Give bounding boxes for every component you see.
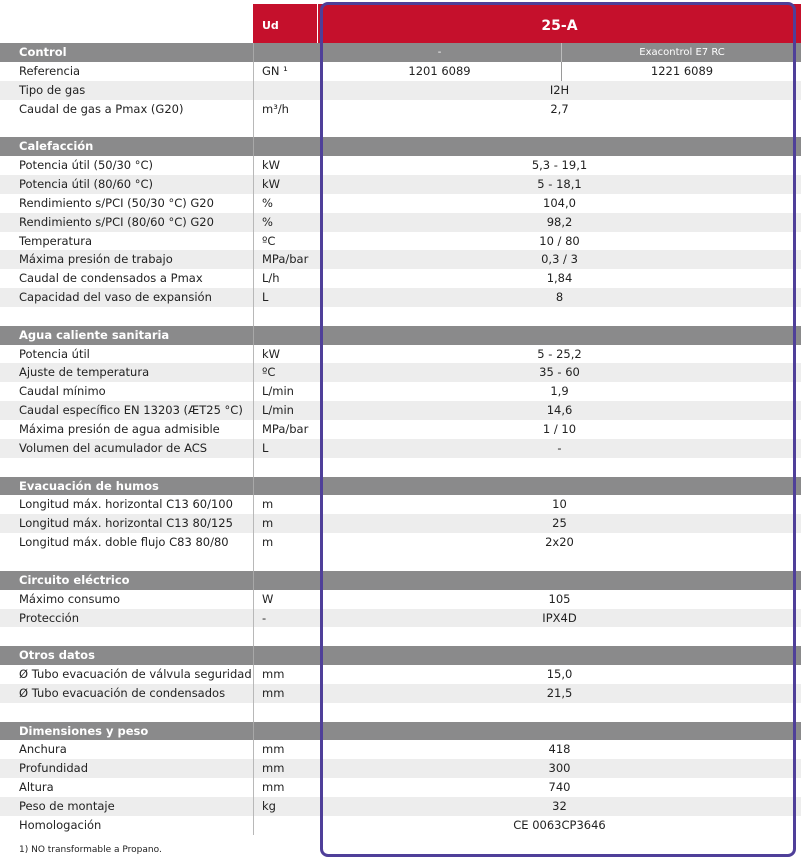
unit-divider xyxy=(253,345,254,364)
table-row xyxy=(0,609,801,628)
row-value: 418 xyxy=(548,742,571,757)
unit-divider xyxy=(253,533,254,552)
unit-divider xyxy=(253,232,254,251)
unit-divider xyxy=(253,552,254,571)
unit-divider xyxy=(253,213,254,232)
table-row xyxy=(0,495,801,514)
section-header xyxy=(0,326,801,345)
row-label: Anchura xyxy=(19,742,67,757)
row-value: 10 / 80 xyxy=(539,233,580,248)
unit-divider xyxy=(253,81,254,100)
section-header xyxy=(0,477,801,496)
unit-divider xyxy=(253,571,254,590)
row-label: Ø Tubo evacuación de condensados xyxy=(19,685,226,700)
row-value: 5 - 18,1 xyxy=(537,176,582,191)
row-value-2: Exacontrol E7 RC xyxy=(639,47,725,58)
spacer-row xyxy=(0,307,801,326)
row-label: Máxima presión de agua admisible xyxy=(19,422,220,436)
unit-divider xyxy=(253,175,254,194)
row-value: 300 xyxy=(548,761,571,776)
row-value: 1,9 xyxy=(550,384,569,399)
unit-divider xyxy=(253,137,254,156)
row-label: Temperatura xyxy=(19,233,93,248)
row-unit: m xyxy=(262,535,274,550)
row-label: Rendimiento s/PCI (50/30 °C) G20 xyxy=(19,195,214,210)
row-value: I2H xyxy=(549,82,570,97)
table-row xyxy=(0,816,801,835)
row-label: Tipo de gas xyxy=(19,82,86,97)
row-label: Peso de montaje xyxy=(19,799,115,813)
spacer-row xyxy=(0,118,801,137)
row-unit: mm xyxy=(262,667,285,682)
row-unit: L/min xyxy=(262,403,294,418)
section-header xyxy=(0,646,801,665)
row-label: Caudal mínimo xyxy=(19,384,106,399)
unit-divider xyxy=(253,665,254,684)
row-value: 21,5 xyxy=(546,685,573,700)
row-label: Agua caliente sanitaria xyxy=(19,327,170,342)
row-value: 740 xyxy=(548,780,571,795)
row-value: 1,84 xyxy=(546,271,573,286)
unit-divider xyxy=(253,797,254,816)
unit-divider xyxy=(253,703,254,722)
table-row xyxy=(0,213,801,232)
table-row xyxy=(0,269,801,288)
table-row xyxy=(0,81,801,100)
row-label: Rendimiento s/PCI (80/60 °C) G20 xyxy=(19,214,214,229)
table-row xyxy=(0,740,801,759)
footnote: 1) NO transformable a Propano. xyxy=(19,845,162,855)
row-value-1: - xyxy=(437,47,442,58)
section-header xyxy=(0,43,801,62)
row-unit: L xyxy=(262,290,269,305)
row-label: Dimensiones y peso xyxy=(19,723,149,738)
table-row xyxy=(0,62,801,81)
unit-divider xyxy=(253,307,254,326)
table-row xyxy=(0,665,801,684)
row-label: Altura xyxy=(19,780,54,795)
row-value: CE 0063CP3646 xyxy=(513,817,606,832)
spacer-row xyxy=(0,552,801,571)
unit-divider xyxy=(253,590,254,609)
unit-divider xyxy=(253,627,254,646)
row-label: Longitud máx. doble flujo C83 80/80 xyxy=(19,535,229,550)
unit-divider xyxy=(253,458,254,477)
unit-divider xyxy=(253,382,254,401)
table-row xyxy=(0,514,801,533)
unit-divider xyxy=(253,326,254,345)
unit-divider xyxy=(253,269,254,288)
unit-divider xyxy=(253,477,254,496)
table-row xyxy=(0,533,801,552)
row-value: 8 xyxy=(555,290,564,305)
row-value: 0,3 / 3 xyxy=(541,252,578,267)
row-label: Caudal específico EN 13203 (ÆT25 °C) xyxy=(19,403,243,418)
unit-divider xyxy=(253,100,254,119)
row-unit: L xyxy=(262,440,269,455)
row-value-2: 1221 6089 xyxy=(650,63,714,78)
table-row xyxy=(0,439,801,458)
row-value: 2,7 xyxy=(550,101,569,116)
unit-divider xyxy=(253,740,254,759)
row-label: Profundidad xyxy=(19,761,89,776)
row-unit: mm xyxy=(262,685,285,700)
row-value: 35 - 60 xyxy=(539,365,580,380)
table-row xyxy=(0,684,801,703)
table-row xyxy=(0,363,801,382)
row-value: 2x20 xyxy=(545,535,574,550)
spacer-row xyxy=(0,627,801,646)
value-divider xyxy=(561,43,562,62)
unit-divider xyxy=(253,363,254,382)
row-unit: GN ¹ xyxy=(262,63,288,78)
table-row xyxy=(0,590,801,609)
row-value: 104,0 xyxy=(543,195,576,210)
table-row xyxy=(0,778,801,797)
value-divider xyxy=(561,62,562,81)
row-label: Ø Tubo evacuación de válvula seguridad xyxy=(19,667,252,682)
row-unit: MPa/bar xyxy=(262,422,309,436)
row-unit: W xyxy=(262,591,274,606)
unit-divider xyxy=(253,250,254,269)
row-unit: mm xyxy=(262,780,285,795)
table-row xyxy=(0,382,801,401)
table-row xyxy=(0,797,801,816)
row-label: Máximo consumo xyxy=(19,591,121,606)
table-header xyxy=(0,4,801,43)
table-row xyxy=(0,175,801,194)
row-value: 14,6 xyxy=(546,403,573,418)
row-unit: m xyxy=(262,516,274,531)
header-blank-cell xyxy=(0,4,253,43)
row-label: Protección xyxy=(19,610,79,625)
row-value: 25 xyxy=(552,516,567,531)
unit-divider xyxy=(253,646,254,665)
row-label: Capacidad del vaso de expansión xyxy=(19,290,212,305)
row-label: Potencia útil xyxy=(19,346,90,361)
row-unit: mm xyxy=(262,742,285,757)
row-label: Potencia útil (80/60 °C) xyxy=(19,176,154,191)
row-label: Longitud máx. horizontal C13 80/125 xyxy=(19,516,233,531)
row-label: Longitud máx. horizontal C13 60/100 xyxy=(19,497,233,512)
unit-divider xyxy=(253,684,254,703)
row-unit: % xyxy=(262,214,273,229)
unit-divider xyxy=(253,816,254,835)
unit-divider xyxy=(253,420,254,439)
row-unit: m³/h xyxy=(262,101,289,116)
unit-divider xyxy=(253,43,254,62)
unit-divider xyxy=(253,288,254,307)
row-unit: MPa/bar xyxy=(262,252,309,267)
unit-column-header: Ud xyxy=(253,4,317,43)
row-unit: kW xyxy=(262,158,281,173)
unit-divider xyxy=(253,156,254,175)
row-label: Calefacción xyxy=(19,139,94,154)
row-label: Homologación xyxy=(19,817,102,832)
row-label: Circuito eléctrico xyxy=(19,572,130,587)
row-unit: % xyxy=(262,195,273,210)
table-row xyxy=(0,401,801,420)
row-unit: L/min xyxy=(262,384,294,399)
spacer-row xyxy=(0,458,801,477)
unit-divider xyxy=(253,194,254,213)
row-unit: - xyxy=(262,610,267,625)
row-label: Ajuste de temperatura xyxy=(19,365,150,380)
unit-divider xyxy=(253,514,254,533)
row-value: IPX4D xyxy=(542,610,577,625)
row-unit: ºC xyxy=(262,365,276,380)
unit-divider xyxy=(253,722,254,741)
table-row xyxy=(0,345,801,364)
row-value: 1 / 10 xyxy=(542,422,577,436)
row-label: Caudal de gas a Pmax (G20) xyxy=(19,101,184,116)
table-row xyxy=(0,156,801,175)
row-unit: kg xyxy=(262,799,276,813)
unit-divider xyxy=(253,759,254,778)
unit-divider xyxy=(253,401,254,420)
table-row xyxy=(0,759,801,778)
table-row xyxy=(0,420,801,439)
unit-divider xyxy=(253,778,254,797)
row-unit: m xyxy=(262,497,274,512)
row-label: Potencia útil (50/30 °C) xyxy=(19,158,154,173)
row-value: 5,3 - 19,1 xyxy=(531,158,588,173)
table-row xyxy=(0,250,801,269)
row-value: 98,2 xyxy=(546,214,573,229)
unit-divider xyxy=(253,609,254,628)
row-label: Volumen del acumulador de ACS xyxy=(19,440,208,455)
row-label: Otros datos xyxy=(19,648,95,663)
table-row xyxy=(0,288,801,307)
row-value: 32 xyxy=(552,799,567,813)
row-value: 105 xyxy=(548,591,571,606)
row-label: Evacuación de humos xyxy=(19,478,159,493)
spacer-row xyxy=(0,703,801,722)
unit-divider xyxy=(253,62,254,81)
row-value: 5 - 25,2 xyxy=(537,346,582,361)
table-row xyxy=(0,194,801,213)
table-row xyxy=(0,100,801,119)
section-header xyxy=(0,722,801,741)
row-label: Control xyxy=(19,45,67,59)
section-header xyxy=(0,571,801,590)
row-value: 10 xyxy=(552,497,567,512)
row-label: Máxima presión de trabajo xyxy=(19,252,173,267)
model-column-header: 25-A xyxy=(318,4,801,43)
row-value: 15,0 xyxy=(546,667,573,682)
row-label: Caudal de condensados a Pmax xyxy=(19,271,203,286)
row-unit: kW xyxy=(262,346,281,361)
section-header xyxy=(0,137,801,156)
row-label: Referencia xyxy=(19,63,81,78)
table-row xyxy=(0,232,801,251)
unit-divider xyxy=(253,118,254,137)
row-value: - xyxy=(557,440,562,455)
row-unit: mm xyxy=(262,761,285,776)
unit-divider xyxy=(253,495,254,514)
row-unit: kW xyxy=(262,176,281,191)
unit-divider xyxy=(253,439,254,458)
row-unit: L/h xyxy=(262,271,280,286)
row-unit: ºC xyxy=(262,233,276,248)
row-value-1: 1201 6089 xyxy=(408,63,471,78)
